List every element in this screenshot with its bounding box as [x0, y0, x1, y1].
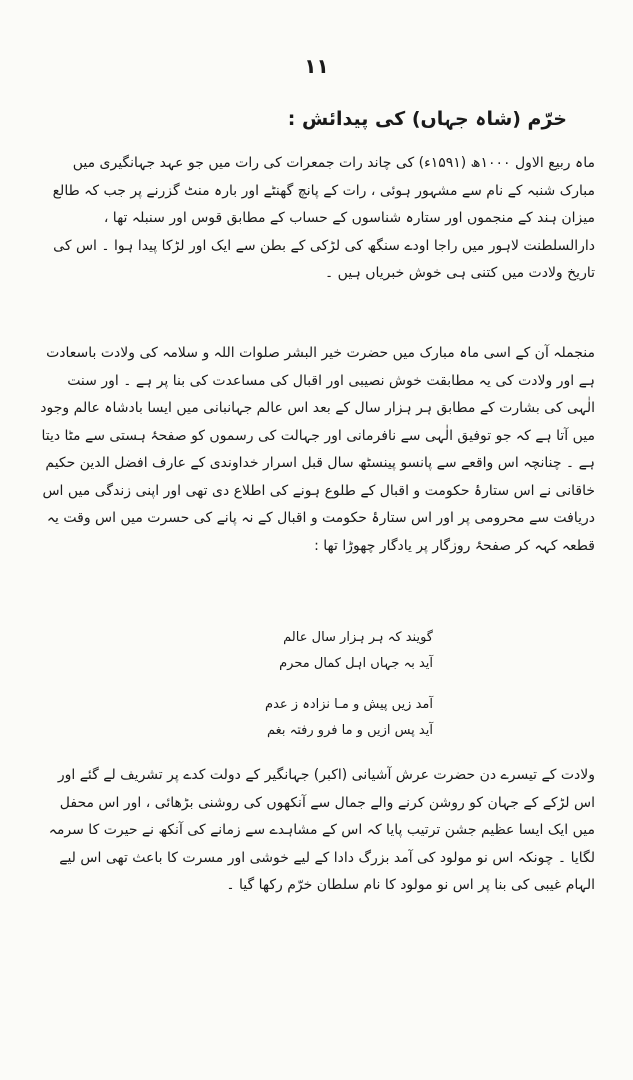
page-number: ۱۱	[304, 54, 329, 78]
paragraph-birth-date	[35, 150, 595, 288]
poem-couplet-1	[173, 625, 433, 677]
paragraph-text: منجملہ آن کے اسی ماہ مبارک میں حضرت خیر البشر صلوات اللہ و سلامہ کی ولادت باسعادت ہے اور ولادت کی یہ مطابقت خوش نصیبی اور اقبال کی مساعدت کی بنا پر ہے ۔ اور سنت الٰہی کی بشارت کے مطابق ہر ہزار سال کے بعد اس عالم جہانبانی میں ایسا بادشاہ عالم وجود میں آتا ہے کہ جو توفیق الٰہی سے نافرمانی اور جہالت کی رسموں کو صفحۂ ہستی سے مٹا دیتا ہے ۔ چنانچہ اس واقعے سے پانسو پینسٹھ سال قبل اسرار خداوندی کے عارف افضل الدین حکیم خاقانی نے اس ستارۂ حکومت و اقبال کے طلوع ہونے کی اطلاع دی تھی اور اپنی زندگی میں اس دریافت سے محرومی پر اور اس ستارۂ حکومت و اقبال کے نہ پانے کی حسرت میں اس وقت یہ قطعہ کہہ کر صفحۂ روزگار پر یادگار چھوڑا تھا :	[40, 345, 595, 554]
paragraph-text: ولادت کے تیسرے دن حضرت عرش آشیانی (اکبر) جہانگیر کے دولت کدے پر تشریف لے گئے اور اس لڑکے کے جہان کو روشن کرنے والے جمال سے آنکھوں کی روشنی بڑھائی ، اور اس محفل میں ایک ایسا عظیم جشن ترتیب پایا کہ اس کے مشاہدے سے زمانے کی آنکھ نے حیرت کا سرمہ لگایا ۔ چونکہ اس نو مولود کی آمد بزرگ دادا کے لیے خوشی اور مسرت کا باعث تھی اس لیے الہام غیبی کی بنا پر اس نو مولود کا نام سلطان خرّم رکھا گیا ۔	[48, 767, 595, 893]
poem-verse: گویند کہ ہر ہزار سال عالم	[283, 630, 433, 645]
poem-verse: آمد زیں پیش و مـا نزادہ ز عدم	[265, 697, 433, 712]
poem-couplet-2	[173, 692, 433, 744]
paragraph-text: ماہ ربیع الاول ۱۰۰۰ھ (۱۵۹۱ء) کی چاند رات جمعرات کی رات میں جو عہد جہانگیری میں مبارک شنبہ کے نام سے مشہور ہوئی ، رات کے پانچ گھنٹے اور بارہ منٹ گزرنے پر جب کہ طالع میزان ہند کے منجموں اور ستارہ شناسوں کے حساب کے مطابق قوس اور سنبلہ تھا ، دارالسلطنت لاہور میں راجا اودے سنگھ کی لڑکی کے بطن سے ایک اور لڑکا پیدا ہوا ۔ اس کی تاریخ ولادت میں کتنی ہی خوش خبریاں ہیں ۔	[52, 155, 595, 281]
poem-verse: آید بہ جہاں اہل کمال محرم	[279, 656, 433, 671]
section-heading: خرّم (شاہ جہاں) کی پیدائش :	[287, 108, 567, 130]
paragraph-prophecy	[35, 340, 595, 560]
poem-verse: آید پس ازیں و ما فرو رفتہ بغم	[266, 723, 433, 738]
paragraph-naming	[35, 762, 595, 900]
